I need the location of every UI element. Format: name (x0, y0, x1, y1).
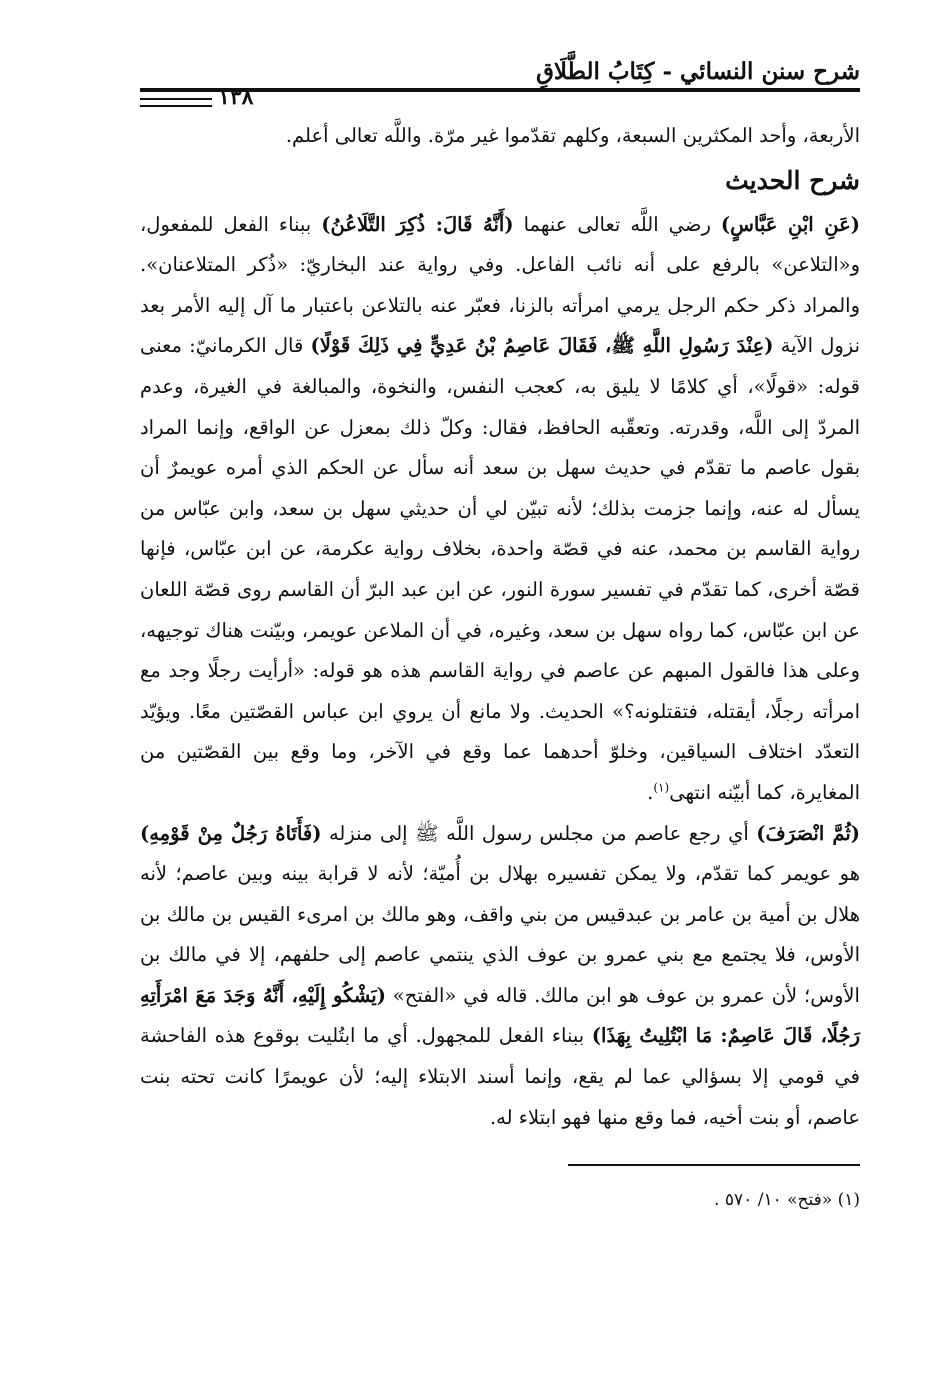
p1-t2: ببناء الفعل للمفعول، و«التلاعن» بالرفع على أنه نائب الفاعل. وفي رواية عند البخاريّ: «ذُكر المتلاعنان». والمراد ذكر حكم الرجل يرمي امرأته بالزنا، فعبّر عنه بالتلاعن باعتبار ما آل إليه الأمر بعد نزول الآية (140, 212, 860, 358)
p2-t1: أي رجع عاصم من مجلس رسول اللَّه ﷺ إلى منزله (321, 821, 757, 845)
p2-q3: (يَشْكُو إِلَيْهِ، أَنَّهُ وَجَدَ مَعَ امْرَأَتِهِ رَجُلًا، قَالَ عَاصِمٌ: مَا ابْتُلِيتُ بِهَذَا) (140, 983, 860, 1048)
p1-q2: (أَنَّهُ قَالَ: ذُكِرَ التَّلَاعُنُ) (321, 212, 514, 236)
p1-t3: قال الكرمانيّ: معنى قوله: «قولًا»، أي كلامًا لا يليق به، كعجب النفس، والنخوة، والمبالغة في الغيرة، وعدم المردّ إلى اللَّه، وقدرته. وتعقّبه الحافظ، فقال: وكلّ ذلك بمعزل عن الواقع، وإنما المراد بقول عاصم ما تقدّم في حديث سهل بن سعد أنه سأل عن الحكم الذي أمره عويمرٌ أن يسأل له عنه، وإنما جزمت بذلك؛ لأنه تبيّن لي أن حديثي سهل بن سعد، وابن عبّاس من رواية القاسم بن محمد، عنه في قصّة واحدة، بخلاف رواية عكرمة، عن ابن عبّاس، فإنها قصّة أخرى، كما تقدّم في تفسير سورة النور، عن ابن عبد البرّ أن القاسم روى قصّة اللعان عن ابن عبّاس، كما رواه سهل بن سعد، وغيره، في أن الملاعن عويمر، وبيّنت هناك توجيهه، وعلى هذا فالقول المبهم عن عاصم في رواية القاسم هذه هو قوله: «أرأيت رجلًا وجد مع امرأته رجلًا، أيقتله، فتقتلونه؟» الحديث. ولا مانع أن يروي ابن عباس القصّتين معًا. ويؤيّد التعدّد اختلاف السياقين، وخلوّ أحدهما عما وقع في الآخر، وما وقع بين القصّتين من المغايرة، كما أبيّنه انتهى (140, 334, 860, 804)
header-title: شرح سنن النسائي - كِتَابُ الطَّلَاقِ (536, 58, 860, 85)
p2-q1: (ثُمَّ انْصَرَفَ) (756, 821, 860, 845)
p1-q1: (عَنِ ابْنِ عَبَّاسٍ) (720, 212, 861, 236)
p1-q3: (عِنْدَ رَسُولِ اللَّهِ ﷺ، فَقَالَ عَاصِمُ بْنُ عَدِيٍّ فِي ذَلِكَ قَوْلًا) (310, 334, 774, 358)
footnote: (١) «فتح» ١٠/ ٥٧٠ . (714, 1190, 860, 1211)
p1-end: . (647, 780, 654, 804)
page-number: ١٣٨ (218, 84, 254, 110)
p2-t3: ببناء الفعل للمجهول. أي ما ابتُليت بوقوع هذه الفاحشة في قومي إلا بسؤالي عما لم يقع، وإنما أسند الابتلاء إليه؛ لأن عويمرًا كانت تحته بنت عاصم، أو بنت أخيه، فما وقع منها فهو ابتلاء له. (140, 1024, 860, 1129)
paragraph-1 (140, 205, 860, 814)
footnote-separator (568, 1164, 860, 1166)
running-header (140, 40, 860, 110)
p2-q2: (فَأَتَاهُ رَجُلٌ مِنْ قَوْمِهِ) (140, 821, 322, 845)
p1-t1: رضي اللَّه تعالى عنهما (513, 212, 721, 236)
book-page (140, 40, 860, 1340)
footnote-reference[interactable]: (١) (653, 780, 670, 795)
page-number-rule-lower (140, 105, 212, 107)
paragraph-2 (140, 814, 860, 1139)
section-heading: شرح الحديث (725, 165, 860, 195)
body-text (140, 116, 860, 1138)
p2-t2: هو عويمر كما تقدّم، ولا يمكن تفسيره بهلال بن أُميّة؛ لأنه لا قرابة بينه وبين عاصم؛ لأنه هلال بن أمية بن عامر بن عبدقيس من بني واقف، وهو مالك بن امرىء القيس بن مالك بن الأوس، فلا يجتمع مع بني عمرو بن عوف الذي ينتمي عاصم إلى حلفهم، إلا في مالك بن الأوس؛ لأن عمرو بن عوف هو ابن مالك. قاله في «الفتح» (140, 862, 860, 1007)
page-number-rule (140, 98, 212, 100)
intro-paragraph: الأربعة، وأحد المكثرين السبعة، وكلهم تقدّموا غير مرّة. واللَّه تعالى أعلم. (285, 124, 860, 147)
